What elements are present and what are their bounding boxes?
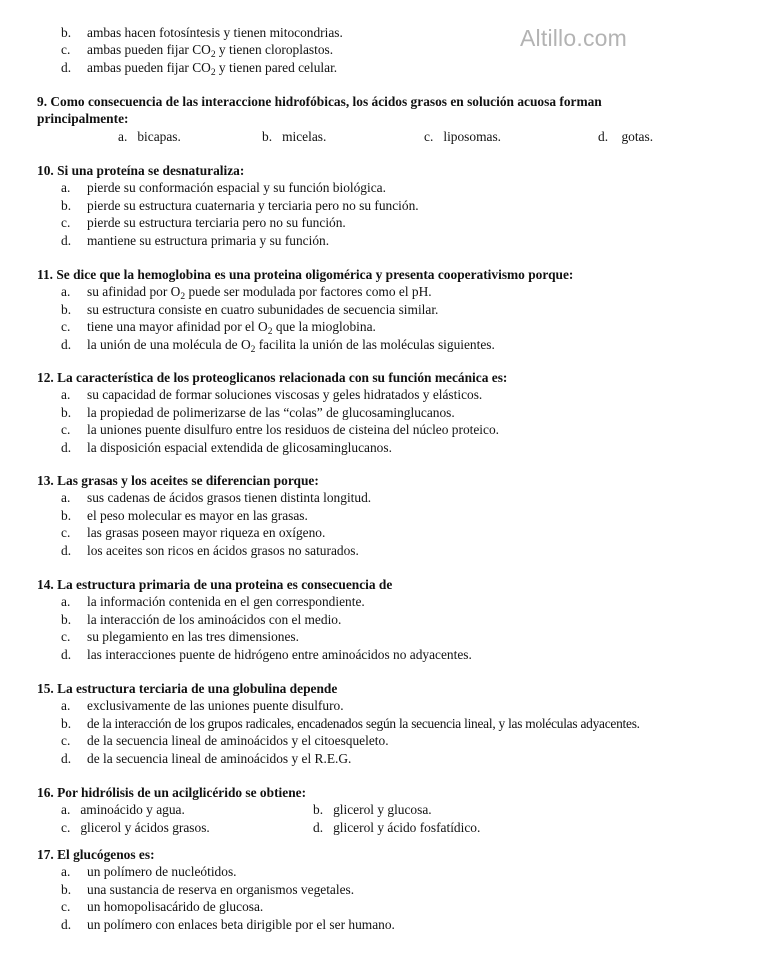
option-d: d. los aceites son ricos en ácidos grasos no saturados. [61,542,359,558]
option-a: a. su capacidad de formar soluciones viscosas y geles hidratados y elásticos. [61,387,483,403]
question-13 [0,472,780,559]
option-b: b. su estructura consiste en cuatro subunidades de secuencia similar. [61,301,439,317]
question-title: 14. La estructura primaria de una proteina es consecuencia de [37,577,393,592]
option-text: ambas pueden fijar $CO_2$ y tienen pared celular. [87,59,338,78]
option-c: c. glicerol y ácidos grasos. [61,819,210,835]
option-a: a. exclusivamente de las uniones puente disulfuro. [61,698,344,714]
option-b: b. la propiedad de polimerizarse de las “colas” de glucosaminglucanos. [61,404,455,420]
question-16 [0,784,780,836]
option-d: d. gotas. [598,128,654,144]
option-d: d. un polímero con enlaces beta dirigible por el ser humano. [61,916,395,932]
option-b: b. micelas. [262,128,327,144]
option-a: a. sus cadenas de ácidos grasos tienen distinta longitud. [61,490,372,506]
option-a: a. su afinidad por $O_2$ puede ser modulada por factores como el pH. [61,284,432,303]
question-14 [0,576,780,663]
option-c: c. pierde su estructura terciaria pero no su función. [61,215,346,231]
question-continuation [0,24,780,76]
question-12 [0,369,780,456]
option-d: d. las interacciones puente de hidrógeno entre aminoácidos no adyacentes. [61,646,472,662]
options-row [0,801,780,818]
option-a: a. pierde su conformación espacial y su función biológica. [61,180,386,196]
option-c: c. su plegamiento en las tres dimensiones. [61,629,299,645]
option-b: b. de la interacción de los grupos radicales, encadenados según la secuencia lineal, y las moléculas adyacentes. [61,715,640,731]
question-title: 10. Si una proteína se desnaturaliza: [37,163,245,178]
option-d: d. glicerol y ácido fosfatídico. [313,819,481,835]
question-title: 11. Se dice que la hemoglobina es una proteina oligomérica y presenta cooperativismo porque: [37,267,574,282]
option-letter: b. [61,25,72,40]
option-d: d. mantiene su estructura primaria y su función. [61,232,330,248]
option-b [0,24,780,41]
question-9 [0,93,780,145]
question-15 [0,680,780,767]
question-title: 12. La característica de los proteoglicanos relacionada con su función mecánica es: [37,370,508,385]
option-c: c. las grasas poseen mayor riqueza en oxígeno. [61,525,326,541]
option-b: b. una sustancia de reserva en organismos vegetales. [61,881,355,897]
option-c [0,41,780,61]
question-17 [0,846,780,933]
option-d: d. de la secuencia lineal de aminoácidos y el R.E.G. [61,750,352,766]
option-a: a. aminoácido y agua. [61,802,185,818]
option-a: a. bicapas. [118,128,181,144]
option-c: c. un homopolisacárido de glucosa. [61,899,264,915]
option-a: a. la información contenida en el gen correspondiente. [61,594,365,610]
option-c: c. liposomas. [424,128,501,144]
option-text: ambas pueden fijar $CO_2$ y tienen cloroplastos. [87,42,334,61]
option-b: b. glicerol y glucosa. [313,802,432,818]
option-letter: c. [61,42,71,58]
option-text: ambas hacen fotosíntesis y tienen mitocondrias. [87,25,343,40]
question-title: 9. Como consecuencia de las interaccione hidrofóbicas, los ácidos grasos en solución acuosa forman principalmente: [37,94,602,127]
question-11 [0,266,780,353]
option-c: c. la uniones puente disulfuro entre los residuos de cisteina del núcleo proteico. [61,422,500,438]
option-d: d. la unión de una molécula de $O_2$ facilita la unión de las moléculas siguientes. [61,336,495,355]
question-10 [0,162,780,249]
question-title: 17. El glucógenos es: [37,847,155,862]
options-row [0,819,780,836]
watermark-logo: Altillo.com [520,25,628,51]
option-d [0,59,780,76]
option-c: c. tiene una mayor afinidad por el $O_2$ que la mioglobina. [61,319,376,338]
options-row [0,128,780,145]
option-d: d. la disposición espacial extendida de glicosaminglucanos. [61,439,392,455]
option-b: b. pierde su estructura cuaternaria y terciaria pero no su función. [61,197,419,213]
question-title: 16. Por hidrólisis de un acilglicérido se obtiene: [37,785,307,800]
question-title: 15. La estructura terciaria de una globulina depende [37,681,338,696]
option-b: b. la interacción de los aminoácidos con el medio. [61,611,342,627]
question-title: 13. Las grasas y los aceites se diferencian porque: [37,473,319,488]
option-c: c. de la secuencia lineal de aminoácidos y el citoesqueleto. [61,733,389,749]
option-a: a. un polímero de nucleótidos. [61,864,237,880]
option-b: b. el peso molecular es mayor en las grasas. [61,507,308,523]
option-letter: d. [61,59,72,75]
